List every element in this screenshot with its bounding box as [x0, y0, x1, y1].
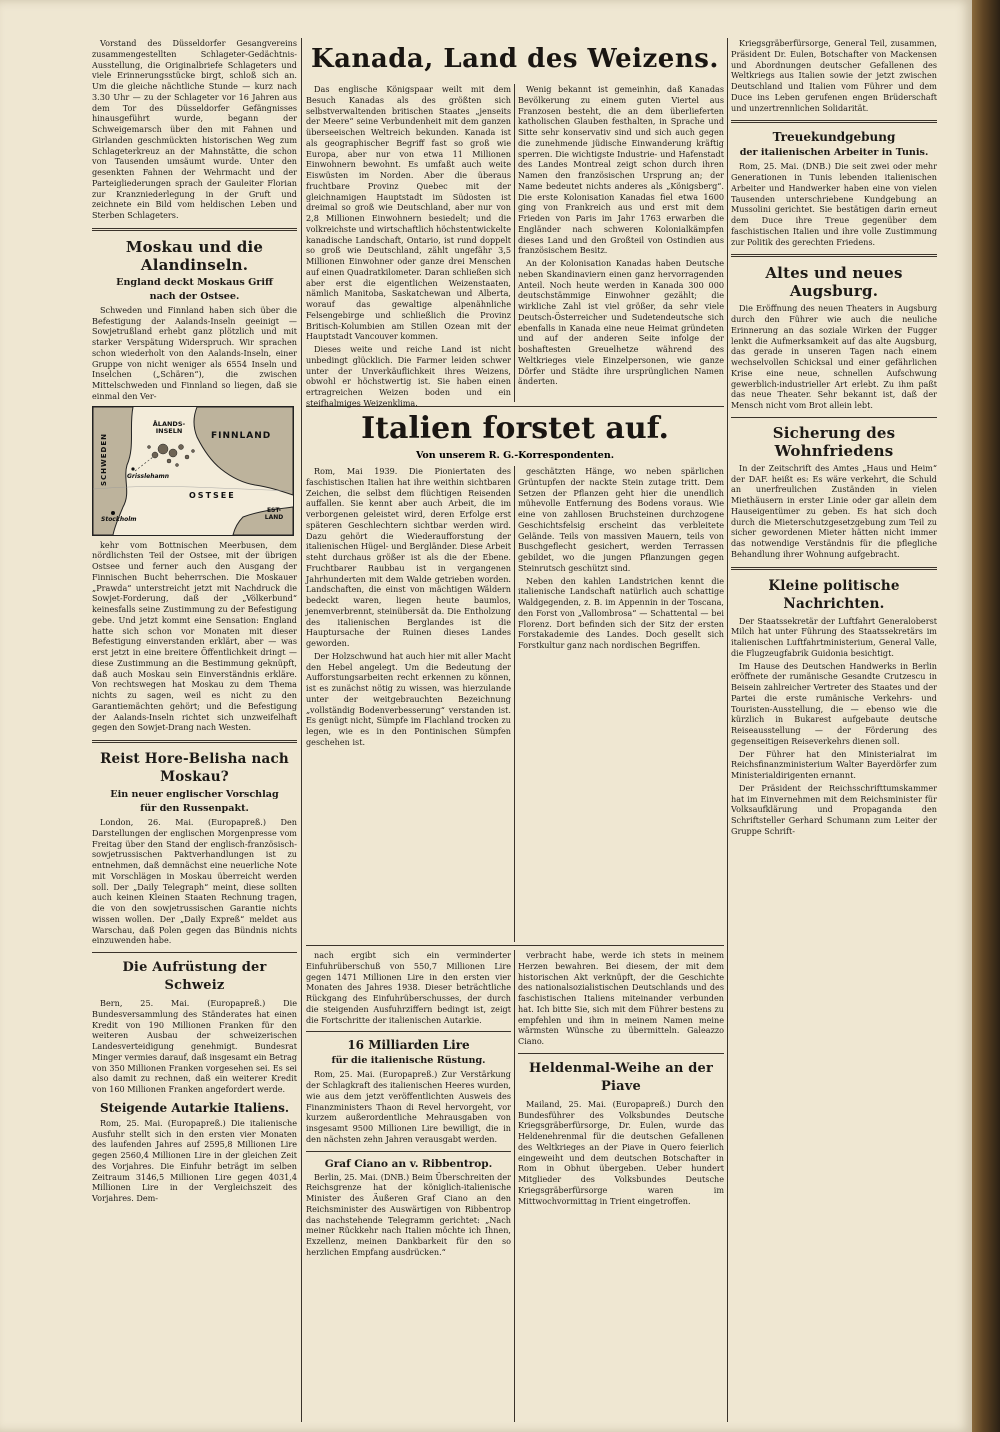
schweiz-text: Bern, 25. Mai. (Europapreß.) Die Bundesversammlung des Ständerates hat einen Kredit von 190 Millionen Franken für den weiteren Ausbau der schweizerischen Landesverteidigung genehmigt. Bundesrat Minger vermies darauf, daß insgesamt ein Betrag von 350 Millionen Franken vorgesehen sei. Es sei also damit zu rechnen, daß ein weiterer Kredit von 160 Millionen Franken angefordert werde.: [92, 998, 297, 1094]
divider: [518, 1053, 724, 1054]
hore-belisha-subheadline-2: für den Russenpakt.: [140, 803, 249, 814]
lower-column-2: [518, 950, 724, 1422]
divider: [306, 1151, 511, 1152]
moskau-text-1: Schweden und Finnland haben sich über die Befestigung der Aalands-Inseln geeinigt — Sowjetrußland erhebt ganz plötzlich und mit starker Verspätung Widerspruch. Wir sprachen schon wiederholt von den Aalands-Inseln, einer Gruppe von nicht weniger als 6554 Inseln und Inselchen („Schären“), die zwischen Mittelschweden und Finnland so liegen, daß sie einmal den Ver-: [92, 304, 297, 401]
map-label-estland: EST-LAND: [264, 506, 284, 521]
page-binding-edge: [972, 0, 1000, 1432]
divider: [306, 1031, 511, 1032]
map-label-ostsee: OSTSEE: [189, 490, 236, 500]
lire-headline: 16 Milliarden Lire: [347, 1038, 470, 1053]
map-label-schweden: SCHWEDEN: [100, 432, 108, 486]
moskau-text-2: kehr vom Bottnischen Meerbusen, dem nördlichsten Teil der Ostsee, mit der übrigen Ostsee und ferner auch den Ausgang der Finnischen Bucht beherrschen. Die Moskauer „Prawda“ unterstreicht jetzt mit Nachdruck die Sowjet-Forderung, daß der „Völkerbund“ keinesfalls seine Zustimmung zu der Befestigung gebe. Und jetzt kommt eine Sensation: England hatte sich schon vor Monaten mit dieser Befestigung einverstanden erklärt, aber — was erst jetzt in eine breitere Öffentlichkeit dringt — diese Zustimmung an die Bestimmung geknüpft, daß auch Moskau sein Einverständnis erkläre. Von rechtswegen hat Moskau zu dem Thema nichts zu sagen, weil es nicht zu den Garantiemächten gehört; und die Befestigung der Aalands-Inseln richtet sich unzweifelhaft gegen den Sowjet-Drang nach Westen.: [92, 539, 297, 733]
lower-column-1: [306, 950, 511, 1422]
kleine-nachrichten-headline: Kleine politische Nachrichten.: [768, 577, 900, 612]
map-label-stockholm: Stockholm: [101, 515, 137, 523]
lire-subheadline: für die italienische Rüstung.: [331, 1055, 486, 1067]
aland-islands-map: [92, 406, 294, 536]
column-1: [92, 38, 297, 1422]
divider: [92, 740, 297, 743]
schlageter-text: Vorstand des Düsseldorfer Gesangvereins zusammengestellten Schlageter-Gedächtnis-Ausstellung, die Originalbriefe Schlageters und viele Erinnerungsstücke birgt, schloß sich an. Um die gleiche nächtliche Stunde — kurz nach 3.30 Uhr — zu der Schlageter vor 16 Jahren aus dem Tor des Düsseldorfer Gefängnisses hinausgeführt wurde, begann der Schweigemarsch über den mit Fahnen und Girlanden geschmückten historischen Weg zum Schlageterkreuz an der Mahnstätte, die schon von Tausenden umsäumt wurde. Unter den gesenkten Fahnen der Wehrmacht und der Parteigliederungen sprach der Gauleiter Florian zur Kranzniederlegung in der Gruft und zeichnete ein Bild vom heldischen Leben und Sterben Schlageters.: [92, 38, 297, 220]
map-label-grisslehamn: Grisslehamn: [127, 472, 170, 480]
divider: [731, 417, 937, 418]
italien-text-3: geschätzten Hänge, wo neben spärlichen Grüntupfen der nackte Stein zutage tritt. Dem Setzen der Pflanzen geht hier die unendlich mühevolle Entfernung des Bodens voraus. Wie eine von zahllosen Bruchsteinen durchzogene Geschichtsfelsig erscheint das verbleitete Gelände. Teils von massiven Mauern, teils von Buschgeflecht gesichert, werden Terrassen gebildet, wo die jungen Pflanzungen gegen Steinrutsch geschützt sind.: [518, 466, 724, 573]
wohnfrieden-text: In der Zeitschrift des Amtes „Haus und Heim“ der DAF. heißt es: Es wäre verkehrt, die Schuld an unerfreulichen Zuständen in vielen Miethäusern in erster Linie oder gar allein dem Hauseigentümer zu geben. Es hat sich doch durch die Mieterschutzgesetzgebung zum Teil zu sicher gewordenen Mieter hätten nicht immer das notwendige Verständnis für die pflegliche Behandlung ihrer Wohnung aufgebracht.: [731, 462, 937, 559]
treue-subheadline: der italienischen Arbeiter in Tunis.: [739, 147, 929, 159]
kanada-text-1: Das englische Königspaar weilt mit dem Besuch Kanadas als des größten sich selbstverwaltenden britischen Staates „jenseits der Meere“ seine Verbundenheit mit dem ganzen überseeischen Weltreich bekunden. Kanada ist als geographischer Begriff fast so groß wie Europa, aber nur von etwa 11 Millionen Einwohnern bewohnt. Es umfaßt auch weite Eiswüsten im Norden. Aber die überaus fruchtbare Provinz Quebec mit der gleichnamigen Hauptstadt im Südosten ist dreimal so groß wie Deutschland, aber nur von 2,8 Millionen Einwohnern besiedelt; und die volkreichste und wirtschaftlich höchstentwickelte kanadische Landschaft, Ontario, ist rund doppelt so groß wie Deutschland, zählt ungefähr 3,5 Millionen Einwohner oder ganze drei Menschen auf einen Quadratkilometer. Daran schließen sich aber erst die eigentlichen Weizenstaaten, nämlich Manitoba, Saskatchewan und Alberta, worauf das gewaltige alpenähnliche Felsengebirge und schließlich die Provinz Britisch-Kolumbien am Stillen Ozean mit der Hauptstadt Vancouver kommen.: [306, 84, 511, 342]
italien-column-2: [518, 466, 724, 942]
schweiz-headline: Die Aufrüstung der Schweiz: [122, 960, 267, 993]
hore-belisha-headline: Reist Hore-Belisha nach Moskau?: [100, 751, 289, 785]
wohnfrieden-headline: Sicherung des Wohnfriedens: [772, 423, 896, 460]
section-rule: [306, 945, 724, 946]
autarkie-continuation: nach ergibt sich ein verminderter Einfuhrüberschuß von 550,7 Millionen Lire gegen 1471 Millionen Lire in den ersten vier Monaten des Jahres 1938. Dieser beträchtliche Rückgang des Einfuhrüberschusses, der durch die steigenden Ausfuhrziffern bedingt ist, zeigt die Fortschritte der italienischen Autarkie.: [306, 950, 511, 1025]
hore-belisha-text: London, 26. Mai. (Europapreß.) Den Darstellungen der englischen Morgenpresse vom Freitag über den Stand der englisch-französisch-sowjetrussischen Paktverhandlungen ist zu entnehmen, daß demnächst eine neuerliche Note mit Vorschlägen in Moskau überreicht werden soll. Der „Daily Telegraph“ meint, diese sollten auch keinen Kleinen Staaten Rechnung tragen, die von den sowjetrussischen Garantie nichts wissen wollen. Der „Daily Expreß“ meldet aus Warschau, daß Polen gegen das Bündnis nichts einzuwenden habe.: [92, 817, 297, 946]
piave-text: Mailand, 25. Mai. (Europapreß.) Durch den Bundesführer des Volksbundes Deutsche Kriegsgräberfürsorge, Dr. Eulen, wurde das Heldenehrenmal für die deutschen Gefallenen des Weltkrieges an der Piave in Quero feierlich eingeweiht und dem deutschen Botschafter in Rom in Obhut übergeben. Ueber hundert Mitglieder des Volksbundes Deutsche Kriegsgräberfürsorge waren im Mittwochvormittag in Trient eingetroffen.: [518, 1098, 724, 1206]
kanada-column-1: [306, 84, 511, 408]
autarkie-text: Rom, 25. Mai. (Europapreß.) Die italienische Ausfuhr stellt sich in den ersten vier Monaten des laufenden Jahres auf 2595,8 Millionen Lire gegen 2560,4 Millionen Lire in der gleichen Zeit des Vorjahres. Die Einfuhr beträgt im selben Zeitraum 3146,5 Millionen Lire gegen 4031,4 Millionen Lire in der Vergleichszeit des Vorjahres. Dem-: [92, 1117, 297, 1203]
kleine-text-2: Im Hause des Deutschen Handwerks in Berlin eröffnete der rumänische Gesandte Crutzescu in Beisein zahlreicher Vertreter des Staates und der Partei die erste rumänische Verkehrs- und Touristen-Ausstellung, die — ebenso wie die kürzlich in Bukarest aufgebaute deutsche Reiseausstellung — der Förderung des gegenseitigen Reiseverkehrs dienen soll.: [731, 660, 937, 746]
kanada-text-4: An der Kolonisation Kanadas haben Deutsche neben Skandinaviern einen ganz hervorragenden Anteil. Noch heute werden in Kanada 300 000 deutschstämmige Einwohner gezählt; die wirkliche Zahl ist viel größer, da sehr viele Deutsch-Österreicher und Sudetendeutsche sich ebenfalls in Kanada eine neue Heimat gründeten und auf der anderen Seite infolge der boshaftesten Greuelhetze während des Weltkrieges viele Einzelpersonen, wie ganze Dörfer und Städte ihre ursprünglichen Namen änderten.: [518, 258, 724, 387]
treue-text: Rom, 25. Mai. (DNB.) Die seit zwei oder mehr Generationen in Tunis lebenden italienischen Arbeiter und Handwerker haben eine von vielen Tausenden unterschriebene Kundgebung an Mussolini gerichtet. Sie bestätigen darin erneut dem Duce ihre Treue gegenüber dem faschistischen Italien und ihre volle Zustimmung zur Politik des gerechten Friedens.: [731, 161, 937, 247]
kleine-text-1: Der Staatssekretär der Luftfahrt Generaloberst Milch hat unter Führung des Staatssekretärs im italienischen Luftfahrtministerium, General Valle, die Flugzeugfabrik Guidonia besichtigt.: [731, 615, 937, 658]
kanada-text-2: Dieses weite und reiche Land ist nicht unbedingt glücklich. Die Farmer leiden schwer unter der Unverkäuflichkeit ihres Weizens, obwohl er höchstwertig ist. Sie haben einen ertragreichen Weizen boden und ein steifhalmiges Weizenklima.: [306, 344, 511, 408]
moskau-subheadline: England deckt Moskaus Griff: [116, 276, 273, 288]
italien-text-1: Rom, Mai 1939. Die Pioniertaten des faschistischen Italien hat ihre weithin sichtbaren Zeichen, die selbst dem flüchtigen Reisenden auffallen. Sie kennt aber auch Arbeit, die im verborgenen geleistet wird, deren Erfolge erst späteren Geschlechtern sichtbar werden wird. Dazu gehört die Wiederaufforstung der italienischen Hügel- und Bergländer. Diese Arbeit steht durchaus größer ist als die der Ebene. Fruchtbarer Raubbau ist in vergangenen Jahrhunderten mit dem Walde getrieben worden. Landschaften, die einst von mächtigen Wäldern bedeckt waren, liegen heute baumlos, jenemverbrennt, steinübersät da. Die Entholzung des italienischen Berglandes ist die Hauptursache der Ruinen dieses Landes geworden.: [306, 466, 511, 648]
divider: [92, 228, 297, 231]
kanada-text-3: Wenig bekannt ist gemeinhin, daß Kanadas Bevölkerung zu einem guten Viertel aus Franzosen besteht, die an dem überlieferten katholischen Glauben festhalten, in Sprache und Sitte sehr konservativ sind und sich auch gegen die zunehmende jüdische Einwanderung kräftig sperren. Die wichtigste Industrie- und Hafenstadt des Landes Montreal zeigt schon durch ihren Namen den französischen Ursprung an; der Name bedeutet nichts anderes als „Königsberg“. Die erste Kolonisation Kanadas fiel etwa 1600 ging von Frankreich aus und erst mit dem Frieden von Paris im Jahr 1763 erwarben die Engländer nach schweren Kolonialkämpfen dieses Land und den Großteil von Ostindien aus französischem Besitz.: [518, 84, 724, 256]
moskau-subheadline-2: nach der Ostsee.: [149, 290, 240, 302]
column-rule: [514, 466, 515, 942]
kleine-text-4: Der Präsident der Reichsschrifttumskammer hat im Einvernehmen mit dem Reichsminister für Volksaufklärung und Propaganda den Schriftsteller Gerhard Schumann zum Leiter der Gruppe Schrift-: [731, 782, 937, 836]
augsburg-text: Die Eröffnung des neuen Theaters in Augsburg durch den Führer wie auch die neuliche Erinnerung an das soziale Wirken der Fugger lenkt die Aufmerksamkeit auf das alte Augsburg, das gerade in unseren Tagen nach einem wechselvollen Schicksal und einer gefährlichen Krise eine neue, schnellen Aufschwung gewerblich-industrieller Art erlebt. Zu ihm paßt das neue Theater. Sehr bekannt ist, daß der Mensch nicht vom Brot allein lebt.: [731, 303, 937, 410]
divider: [731, 254, 937, 257]
italien-byline: Von unserem R. G.-Korrespondenten.: [415, 450, 615, 461]
kleine-text-3: Der Führer hat den Ministerialrat im Reichsfinanzministerium Walter Bayerdörfer zum Ministerialdirigenten ernannt.: [731, 748, 937, 780]
kriegsgraeber-text: Kriegsgräberfürsorge, General Teil, zusammen, Präsident Dr. Eulen, Botschafter von Mackensen und Abordnungen deutscher Gefallenen des Weltkriegs aus Italien sowie der jetzt zwischen Deutschland und Italien vom Führer und dem Duce ins Leben gerufenen engen Brüderschaft und unzertrennlichen Solidarität.: [731, 38, 937, 113]
kanada-column-2: [518, 84, 724, 402]
divider: [731, 567, 937, 570]
italien-text-2: Der Holzschwund hat auch hier mit aller Macht den Hebel angelegt. Um die Bedeutung der Aufforstungsarbeiten recht erkennen zu können, ist es zunächst nötig zu wissen, was hierzulande unter der weitgebrauchten Bezeichnung „vollständig Bodenverbesserung“ verstanden ist. Es genügt nicht, Sümpfe im Flachland trocken zu legen, wie es in den Pontinischen Sümpfen geschehen ist.: [306, 650, 511, 747]
column-4: [731, 38, 937, 1422]
column-rule: [514, 84, 515, 402]
divider: [92, 952, 297, 953]
map-label-aland: ÅLANDS-INSELN: [152, 419, 186, 435]
autarkie-headline: Steigende Autarkie Italiens.: [99, 1100, 290, 1115]
ciano-continuation: verbracht habe, werde ich stets in meinem Herzen bewahren. Bei diesem, der mit dem historischen Akt verknüpft, der die Geschichte des nationalsozialistischen Deutschlands und des faschistischen Italiens miteinander verbunden hat. Ich bitte Sie, sich mit dem Führer bestens zu empfehlen und ihm in meinem Namen meine wärmsten Wünsche zu übermitteln. Galeazzo Ciano.: [518, 950, 724, 1046]
italien-text-4: Neben den kahlen Landstrichen kennt die italienische Landschaft natürlich auch schattige Waldgegenden, z. B. im Appennin in der Toscana, den Forst von „Vallombrosa“ — Schattental — bei Florenz. Dort befinden sich der Sitz der ersten Forstakademie des Landes. Doch gesellt sich Forstkultur ganz nach nordischen Begriffen.: [518, 575, 724, 650]
divider: [731, 120, 937, 123]
italien-headline: Italien forstet auf.: [361, 411, 669, 446]
moskau-headline: Moskau und die Alandinseln.: [125, 237, 264, 274]
italien-column-1: [306, 466, 511, 942]
augsburg-headline: Altes und neues Augsburg.: [765, 264, 903, 301]
hore-belisha-subheadline: Ein neuer englischer Vorschlag: [110, 789, 279, 800]
column-rule: [301, 38, 302, 1422]
lire-text: Rom, 25. Mai. (Europapreß.) Zur Verstärkung der Schlagkraft des italienischen Heeres wurden, wie aus dem jetzt veröffentlichten Ausweis des Finanzministers Thaon di Revel hervorgeht, vor kurzem außerordentliche Mehrausgaben von insgesamt 9500 Millionen Lire bewilligt, die in den nächsten zehn Jahren verausgabt werden.: [306, 1069, 511, 1144]
ciano-headline: Graf Ciano an v. Ribbentrop.: [324, 1157, 493, 1170]
treue-headline: Treuekundgebung: [772, 130, 896, 145]
map-label-finnland: FINNLAND: [211, 430, 272, 441]
column-rule: [514, 950, 515, 1422]
piave-headline: Heldenmal-Weihe an der Piave: [528, 1060, 714, 1094]
kanada-headline: Kanada, Land des Weizens.: [311, 44, 719, 74]
column-rule: [727, 38, 728, 1422]
ciano-text: Berlin, 25. Mai. (DNB.) Beim Überschreiten der Reichsgrenze hat der königlich-italienische Minister des Äußeren Graf Ciano an den Reichsminister des Auswärtigen von Ribbentrop das nachstehende Telegramm gerichtet: „Nach meiner Rückkehr nach Italien möchte ich Ihnen, Exzellenz, meinen Dankbarkeit für den so herzlichen Empfang ausdrücken.“: [306, 1171, 511, 1257]
